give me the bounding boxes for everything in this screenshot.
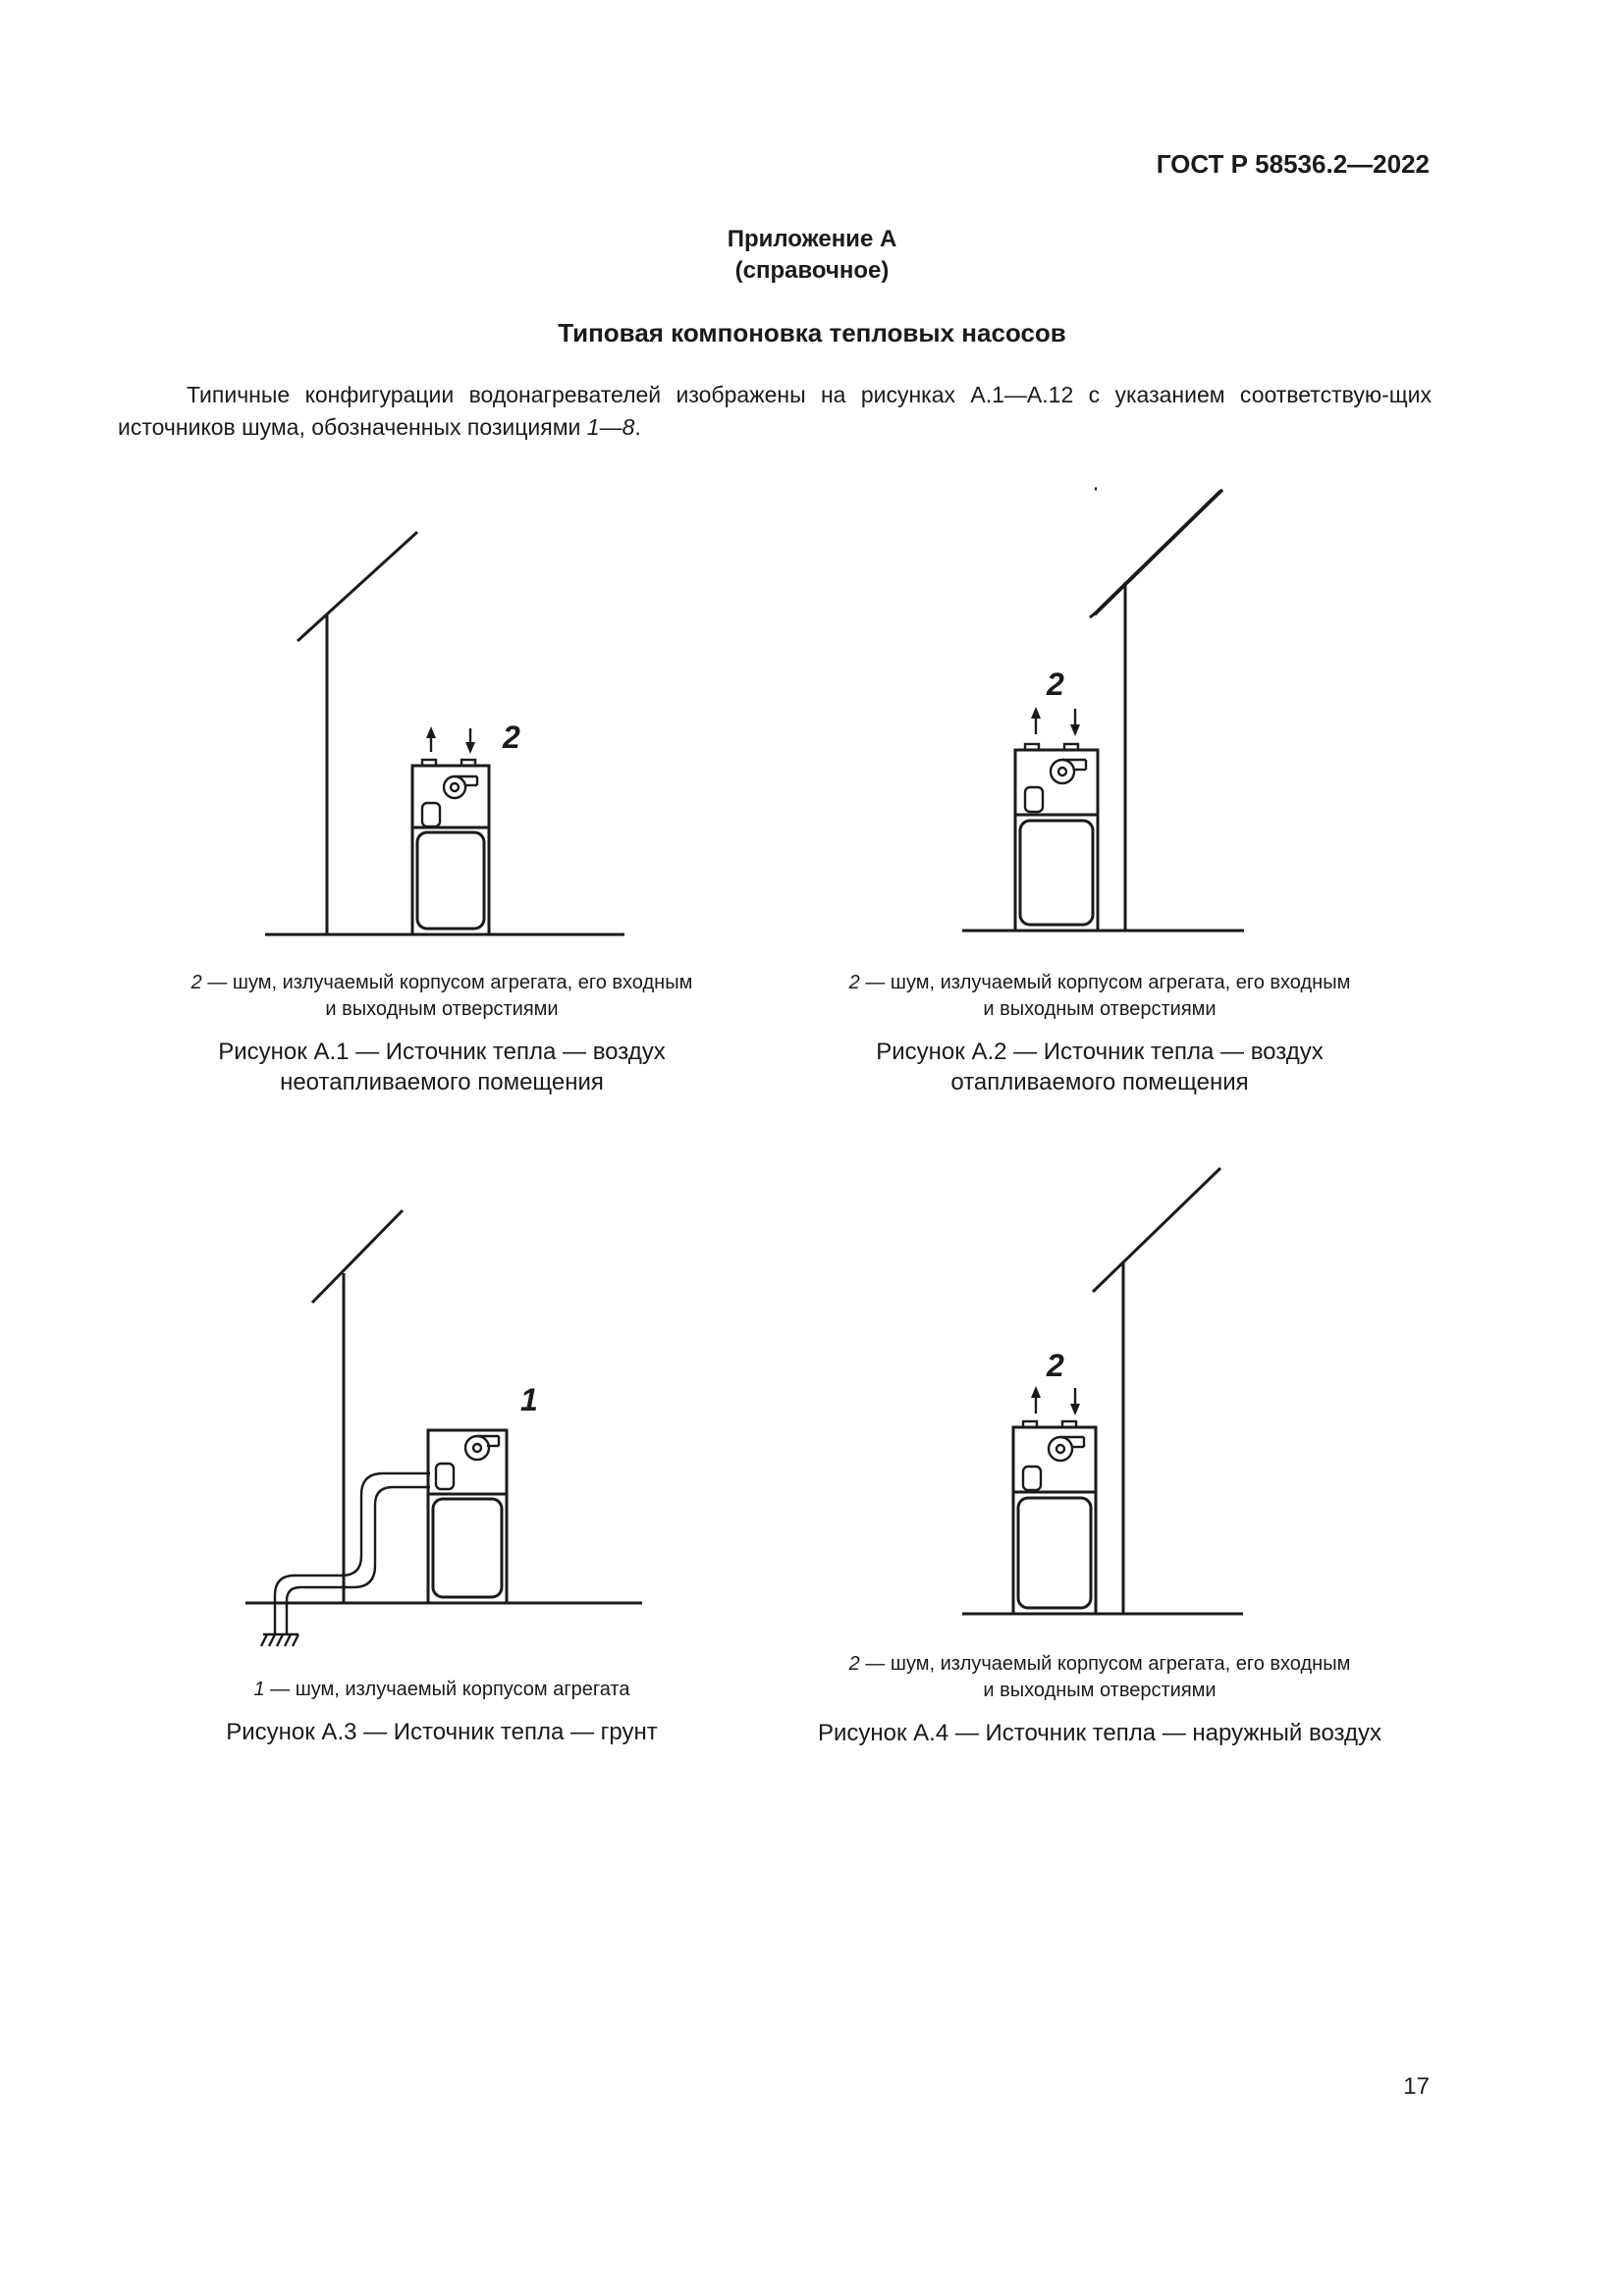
figure-legend [805,1651,1394,1704]
appendix-title: Приложение А [727,226,897,252]
legend-key: 2 [190,972,202,993]
tank [1018,1498,1091,1608]
legend-key: 1 [253,1679,265,1700]
legend-text: — шум, излучаемый корпусом агрегата, его входным [201,972,693,993]
fan-icon [444,776,465,798]
fan-icon [1051,760,1074,783]
roof-line [298,532,417,641]
compressor [1025,787,1043,812]
unit-body [1015,750,1098,931]
page-number: 17 [1403,2073,1430,2100]
intro-positions: 1—8 [586,414,635,440]
figure-legend [147,970,736,1023]
figure-legend [147,1677,736,1703]
inlet [1062,1421,1076,1427]
fan-icon [1049,1437,1072,1461]
legend-key: 2 [848,972,860,993]
figure-title: Рисунок А.4 — Источник тепла — наружный воздух [817,1720,1382,1746]
figure-a2-caption [805,970,1394,1097]
figure-a1-drawing [255,520,668,952]
unit-body [412,766,489,934]
intro-end: . [634,414,641,440]
inlet [1064,744,1078,750]
legend-text: — шум, излучаемый корпусом агрегата [264,1679,630,1700]
figure-a4-caption [805,1651,1394,1748]
position-label: 2 [1047,667,1064,702]
compressor [1023,1467,1041,1490]
figure-title: Рисунок А.3 — Источник тепла — грунт [226,1719,658,1745]
legend-text: — шум, излучаемый корпусом агрегата, его входным [859,972,1351,993]
tank [1020,821,1093,925]
roof-line [1093,1168,1220,1292]
outlet [422,760,436,766]
tank [433,1499,502,1597]
outlet [1023,1421,1037,1427]
compressor [436,1464,454,1489]
ground-pipe-inner [287,1487,430,1634]
outlet [1025,744,1039,750]
figure-a2-drawing-body [943,481,1276,942]
figure-a3-caption [147,1677,736,1747]
position-label: 2 [503,720,520,755]
legend-text-2: и выходным отверстиями [983,1680,1217,1701]
legend-key: 2 [848,1653,860,1675]
intro-text: Типичные конфигурации водонагревателей изображены на рисунках А.1—А.12 с указанием соответствую-щих источников шума, обозначенных позициями [118,382,1432,440]
document-id: ГОСТ Р 58536.2—2022 [1156,149,1430,179]
tank [417,832,484,929]
intro-paragraph [118,379,1432,444]
section-title: Типовая компоновка тепловых насосов [558,318,1066,347]
roof-line [312,1210,403,1303]
inlet [461,760,475,766]
compressor [422,803,440,827]
figure-title: Рисунок А.1 — Источник тепла — воздух неотапливаемого помещения [218,1039,666,1095]
appendix-subtitle: (справочное) [734,257,890,284]
appendix-heading [0,224,1624,287]
position-label: 2 [1047,1348,1064,1383]
figure-a4-drawing [943,1158,1276,1629]
unit-body [1013,1427,1096,1614]
legend-text-2: и выходным отверстиями [325,998,559,1020]
figure-a1-caption [147,970,736,1097]
position-label: 1 [520,1382,538,1417]
ground-pipe [275,1473,430,1634]
figure-title: Рисунок А.2 — Источник тепла — воздух отапливаемого помещения [876,1039,1324,1095]
figure-a3-drawing [236,1202,668,1674]
legend-text: — шум, излучаемый корпусом агрегата, его входным [859,1653,1351,1675]
fan-icon [465,1436,489,1460]
figure-legend [805,970,1394,1023]
legend-text-2: и выходным отверстиями [983,998,1217,1020]
